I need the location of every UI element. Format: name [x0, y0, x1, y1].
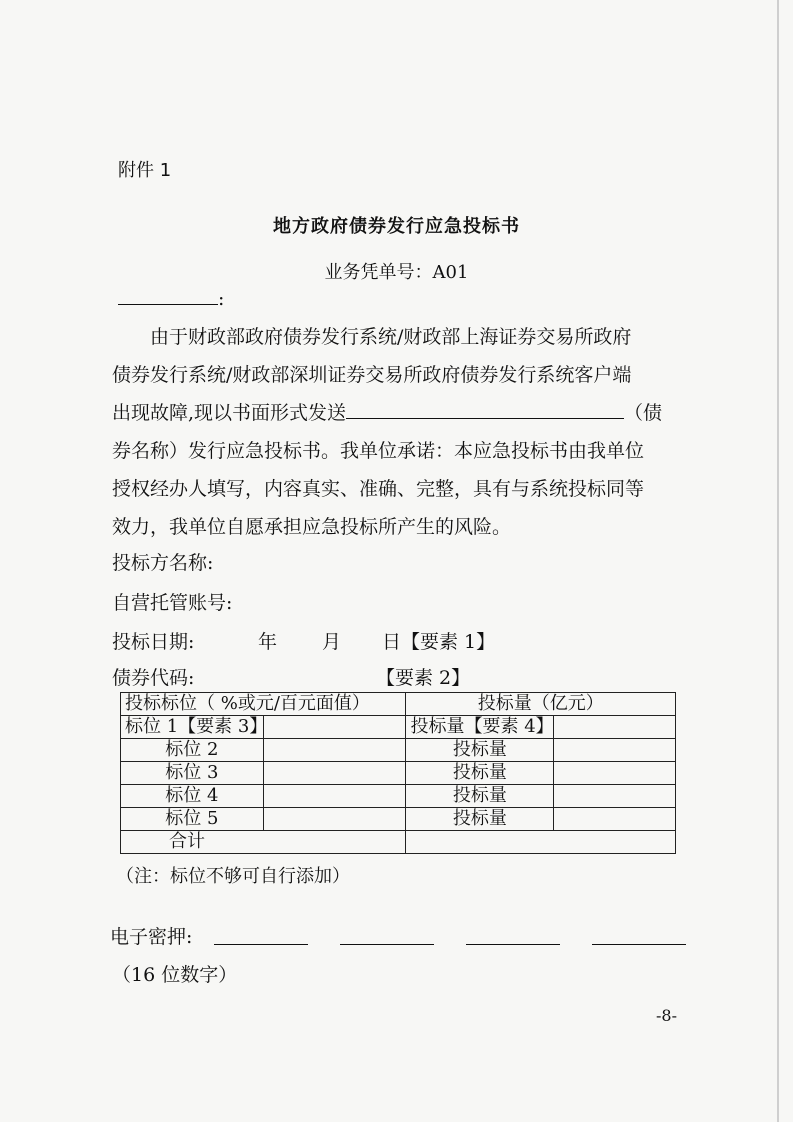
para-line-3 — [112, 394, 697, 432]
price-level-5-label: 标位 5 — [121, 808, 264, 831]
addressee-colon: : — [218, 288, 225, 310]
price-level-3-label: 标位 3 — [121, 762, 264, 785]
para-line-6: 效力，我单位自愿承担应急投标所产生的风险。 — [112, 516, 512, 538]
element-1-tag: 【要素 1】 — [401, 631, 496, 653]
bid-date-label: 投标日期: — [112, 631, 195, 653]
amount-3-cell[interactable] — [554, 762, 676, 785]
attachment-label: 附件 1 — [118, 160, 172, 181]
e-seal-field-4[interactable] — [592, 944, 686, 945]
year-label: 年 — [258, 631, 278, 653]
amount-1-label: 投标量【要素 4】 — [406, 716, 554, 739]
para-line-1: 由于财政部政府债券发行系统/财政部上海证券交易所政府 — [150, 326, 632, 348]
e-seal-field-3[interactable] — [466, 944, 560, 945]
bid-table — [120, 692, 676, 854]
amount-4-label: 投标量 — [406, 785, 554, 808]
addressee-line — [118, 286, 224, 310]
commitment-paragraph — [112, 318, 697, 546]
e-seal-field-2[interactable] — [340, 944, 434, 945]
price-level-5-cell[interactable] — [263, 808, 406, 831]
header-bid-amount: 投标量（亿元） — [406, 693, 676, 716]
header-bid-price: 投标标位（ %或元/百元面值） — [121, 693, 406, 716]
e-seal-label: 电子密押: — [110, 926, 193, 948]
amount-3-label: 投标量 — [406, 762, 554, 785]
day-label: 日 — [382, 631, 402, 653]
para-line-2: 债券发行系统/财政部深圳证券交易所政府债券发行系统客户端 — [112, 364, 632, 386]
table-header-row — [121, 693, 676, 716]
table-row — [121, 762, 676, 785]
voucher-line — [0, 258, 793, 284]
table-total-row — [121, 831, 676, 854]
price-level-4-label: 标位 4 — [121, 785, 264, 808]
document-title: 地方政府债券发行应急投标书 — [273, 216, 520, 237]
table-row — [121, 808, 676, 831]
table-note: （注：标位不够可自行添加） — [116, 866, 350, 887]
page-edge — [777, 0, 779, 1122]
amount-2-label: 投标量 — [406, 739, 554, 762]
element-2-tag: 【要素 2】 — [376, 667, 471, 689]
para-line-5: 授权经办人填写，内容真实、准确、完整，具有与系统投标同等 — [112, 478, 645, 500]
voucher-number: A01 — [432, 262, 469, 283]
amount-5-label: 投标量 — [406, 808, 554, 831]
amount-1-cell[interactable] — [554, 716, 676, 739]
digits-note: （16 位数字） — [112, 964, 238, 986]
para-line-3-start: 出现故障,现以书面形式发送 — [112, 402, 347, 424]
total-amount-cell[interactable] — [406, 831, 676, 854]
e-seal-field-1[interactable] — [214, 944, 308, 945]
table-row — [121, 785, 676, 808]
amount-4-cell[interactable] — [554, 785, 676, 808]
amount-2-cell[interactable] — [554, 739, 676, 762]
table-row — [121, 716, 676, 739]
para-line-3-end: （债 — [624, 402, 663, 424]
price-level-3-cell[interactable] — [263, 762, 406, 785]
page-number: -8- — [656, 1006, 677, 1025]
price-level-1-cell[interactable] — [263, 716, 406, 739]
addressee-blank[interactable] — [118, 286, 218, 305]
table-row — [121, 739, 676, 762]
amount-5-cell[interactable] — [554, 808, 676, 831]
price-level-4-cell[interactable] — [263, 785, 406, 808]
bidder-name-label: 投标方名称: — [112, 552, 214, 574]
total-label: 合计 — [121, 831, 406, 854]
price-level-1-label: 标位 1【要素 3】 — [121, 716, 264, 739]
bond-code-label: 债券代码: — [112, 667, 195, 689]
month-label: 月 — [322, 631, 342, 653]
voucher-label: 业务凭单号： — [324, 262, 433, 283]
para-line-4: 券名称）发行应急投标书。我单位承诺：本应急投标书由我单位 — [112, 440, 645, 462]
price-level-2-label: 标位 2 — [121, 739, 264, 762]
price-level-2-cell[interactable] — [263, 739, 406, 762]
bond-name-blank[interactable] — [346, 400, 624, 419]
custody-account-label: 自营托管账号: — [112, 592, 233, 614]
